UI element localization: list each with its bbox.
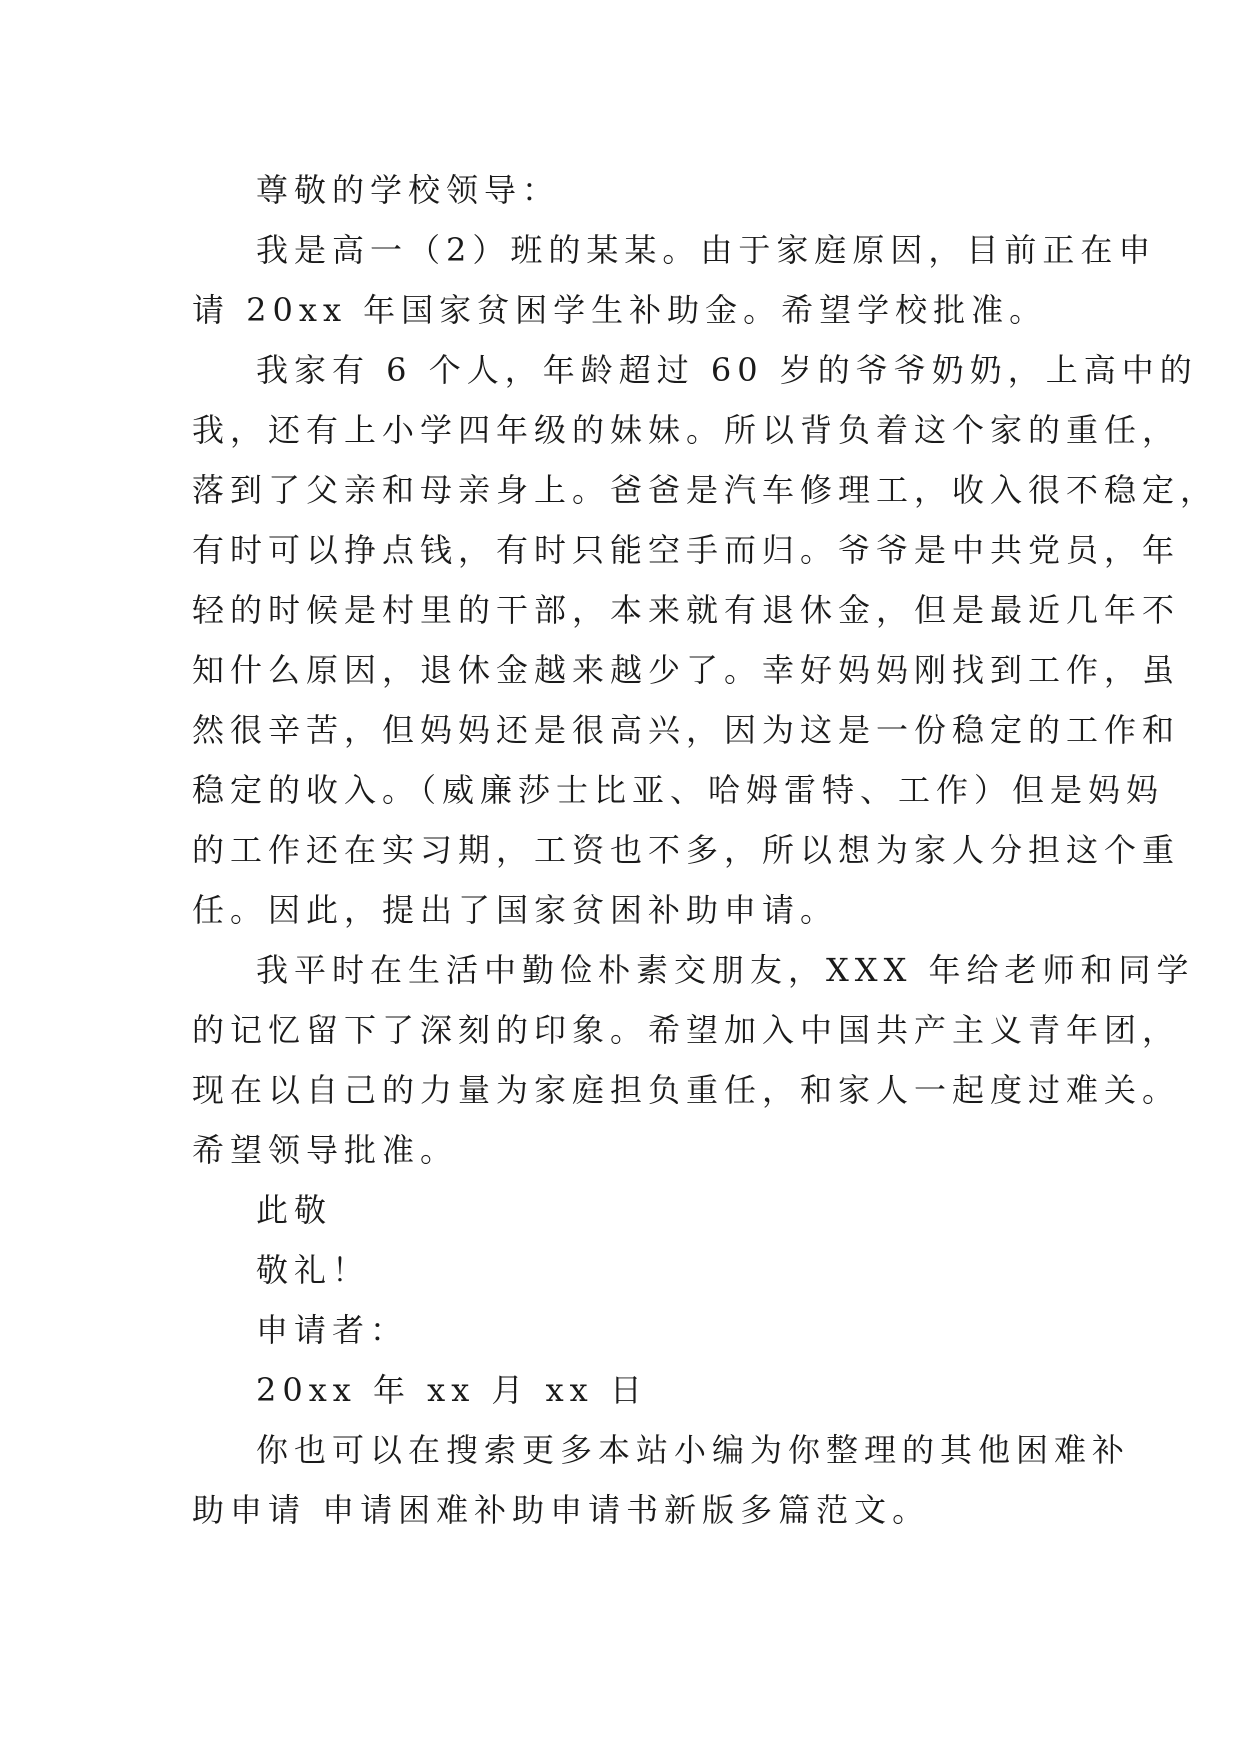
letter-date: 20xx 年 xx 月 xx 日 [256, 1371, 648, 1409]
footer-line: 助申请 申请困难补助申请书新版多篇范文。 [192, 1491, 931, 1529]
paragraph-line: 的工作还在实习期，工资也不多，所以想为家人分担这个重 [192, 831, 1181, 869]
paragraph-line: 现在以自己的力量为家庭担负重任，和家人一起度过难关。 [192, 1071, 1181, 1109]
paragraph-2 [192, 340, 1219, 940]
paragraph-line: 任。因此，提出了国家贫困补助申请。 [192, 891, 839, 929]
paragraph-3 [192, 940, 1195, 1180]
paragraph-line: 知什么原因，退休金越来越少了。幸好妈妈刚找到工作，虽 [192, 651, 1181, 689]
paragraph-line: 然很辛苦，但妈妈还是很高兴，因为这是一份稳定的工作和 [192, 711, 1181, 749]
paragraph-line: 稳定的收入。（威廉莎士比亚、哈姆雷特、工作）但是妈妈 [192, 771, 1165, 809]
paragraph-line: 的记忆留下了深刻的印象。希望加入中国共产主义青年团， [192, 1011, 1181, 1049]
paragraph-line: 希望领导批准。 [192, 1131, 459, 1169]
paragraph-line: 我，还有上小学四年级的妹妹。所以背负着这个家的重任， [192, 411, 1181, 449]
applicant-label: 申请者： [256, 1311, 409, 1349]
paragraph-line: 我平时在生活中勤俭朴素交朋友，XXX 年给老师和同学 [256, 951, 1195, 989]
paragraph-line: 轻的时候是村里的干部，本来就有退休金，但是最近几年不 [192, 591, 1181, 629]
paragraph-1 [192, 220, 1157, 340]
paragraph-line: 我家有 6 个人，年龄超过 60 岁的爷爷奶奶，上高中的 [256, 351, 1198, 389]
footer-line: 你也可以在搜索更多本站小编为你整理的其他困难补 [256, 1431, 1131, 1469]
paragraph-line: 我是高一（2）班的某某。由于家庭原因，目前正在申 [256, 231, 1157, 269]
paragraph-line: 有时可以挣点钱，有时只能空手而归。爷爷是中共党员，年 [192, 531, 1181, 569]
footer-note [192, 1420, 1131, 1540]
document-page [192, 160, 1219, 1540]
salutation: 尊敬的学校领导： [256, 171, 561, 209]
paragraph-line: 请 20xx 年国家贫困学生补助金。希望学校批准。 [192, 291, 1048, 329]
closing-salute: 敬礼！ [256, 1251, 371, 1289]
closing-phrase: 此敬 [256, 1191, 333, 1229]
paragraph-line: 落到了父亲和母亲身上。爸爸是汽车修理工，收入很不稳定， [192, 471, 1219, 509]
